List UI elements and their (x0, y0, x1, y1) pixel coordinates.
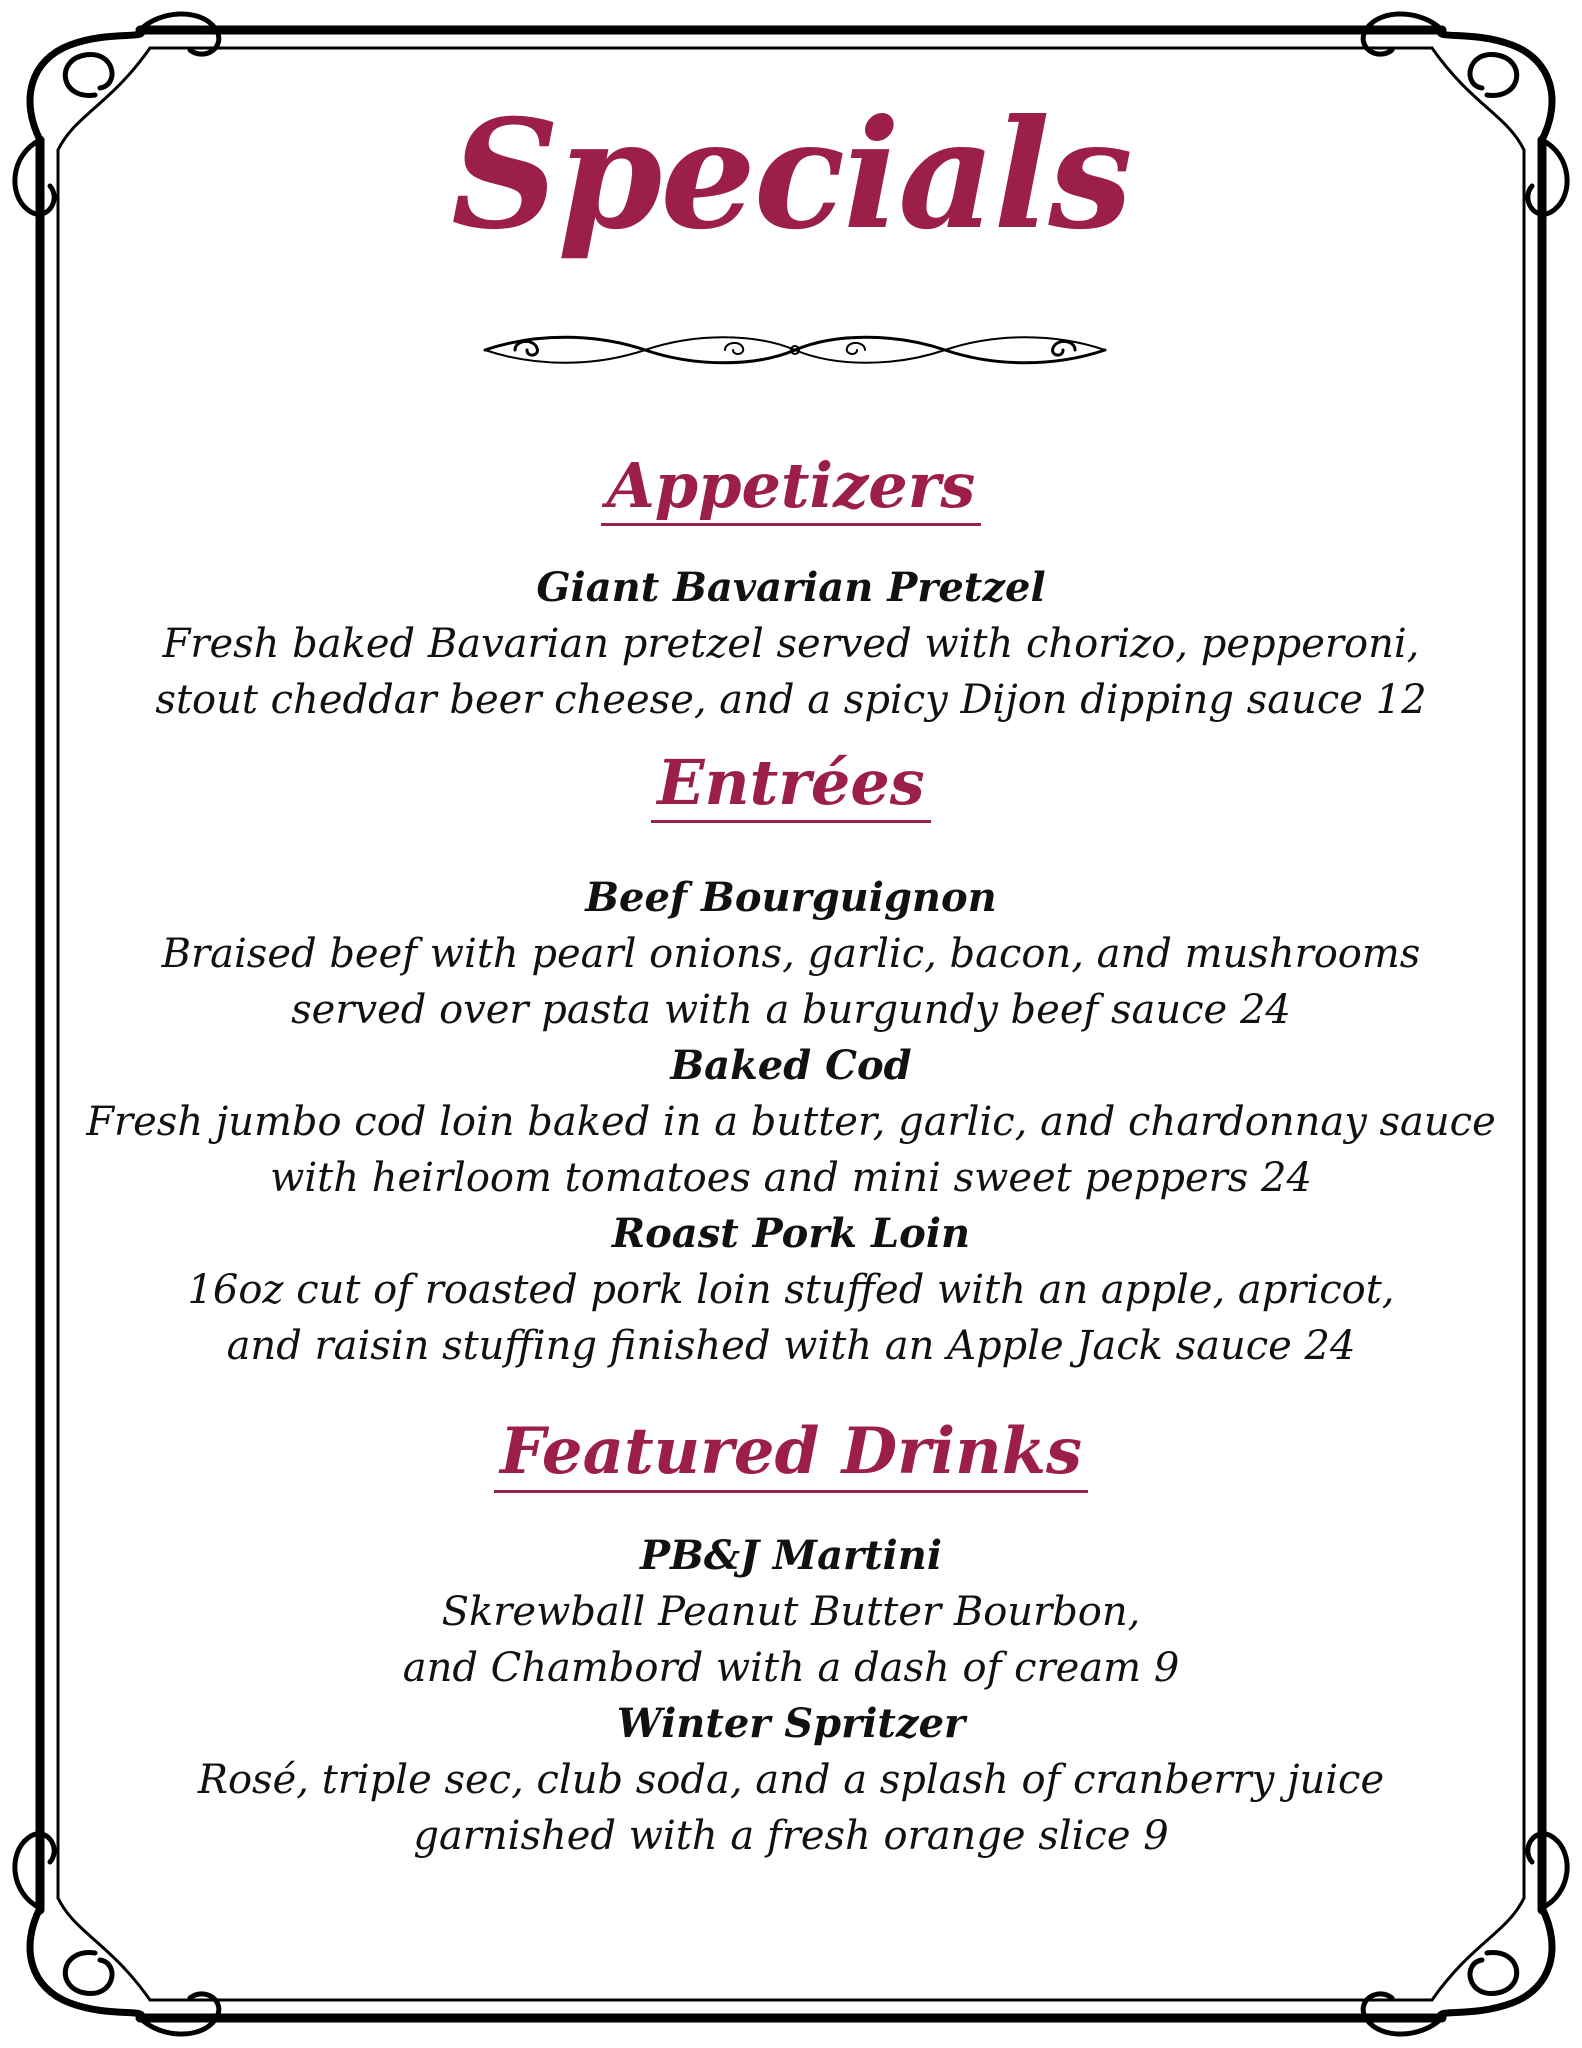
section-heading-label: Featured Drinks (494, 1420, 1088, 1493)
item-description-line: and Chambord with a dash of cream 9 (402, 1645, 1180, 1691)
section-heading-label: Entrées (651, 752, 930, 823)
item-description-line: served over pasta with a burgundy beef sauce 24 (291, 987, 1291, 1033)
item-description-line: Skrewball Peanut Butter Bourbon, (441, 1589, 1141, 1635)
item-name: PB&J Martini (639, 1532, 943, 1579)
item-name: Baked Cod (670, 1042, 912, 1089)
item-description-line: with heirloom tomatoes and mini sweet peppers 24 (270, 1155, 1312, 1201)
page-title: Specials (451, 87, 1131, 263)
section-heading-featured-drinks (0, 1414, 1582, 1493)
item-description-line: stout cheddar beer cheese, and a spicy Dijon dipping sauce 12 (155, 677, 1427, 723)
item-description-line: Rosé, triple sec, club soda, and a splash of cranberry juice (197, 1757, 1385, 1803)
item-name: Winter Spritzer (616, 1700, 966, 1747)
section-heading-appetizers (0, 449, 1582, 526)
menu-item-winter-spritzer (0, 1696, 1582, 1864)
item-name: Beef Bourguignon (585, 874, 997, 921)
item-description-line: 16oz cut of roasted pork loin stuffed with an apple, apricot, (187, 1267, 1395, 1313)
section-heading-entrees (0, 746, 1582, 823)
item-description-line: Braised beef with pearl onions, garlic, bacon, and mushrooms (161, 931, 1421, 977)
item-description-line: Fresh baked Bavarian pretzel served with chorizo, pepperoni, (162, 621, 1420, 667)
menu-item-baked-cod (0, 1038, 1582, 1206)
menu-item-beef-bourguignon (0, 870, 1582, 1038)
section-heading-label: Appetizers (601, 455, 982, 526)
item-name: Roast Pork Loin (611, 1210, 971, 1257)
item-description-line: garnished with a fresh orange slice 9 (413, 1813, 1169, 1859)
item-name: Giant Bavarian Pretzel (536, 564, 1046, 611)
menu-item-pbj-martini (0, 1528, 1582, 1696)
menu-item-roast-pork-loin (0, 1206, 1582, 1374)
item-description-line: Fresh jumbo cod loin baked in a butter, garlic, and chardonnay sauce (86, 1099, 1496, 1145)
item-description-line: and raisin stuffing finished with an Apple Jack sauce 24 (226, 1323, 1356, 1369)
menu-item-giant-bavarian-pretzel (0, 560, 1582, 728)
scroll-divider-ornament (475, 328, 1115, 372)
